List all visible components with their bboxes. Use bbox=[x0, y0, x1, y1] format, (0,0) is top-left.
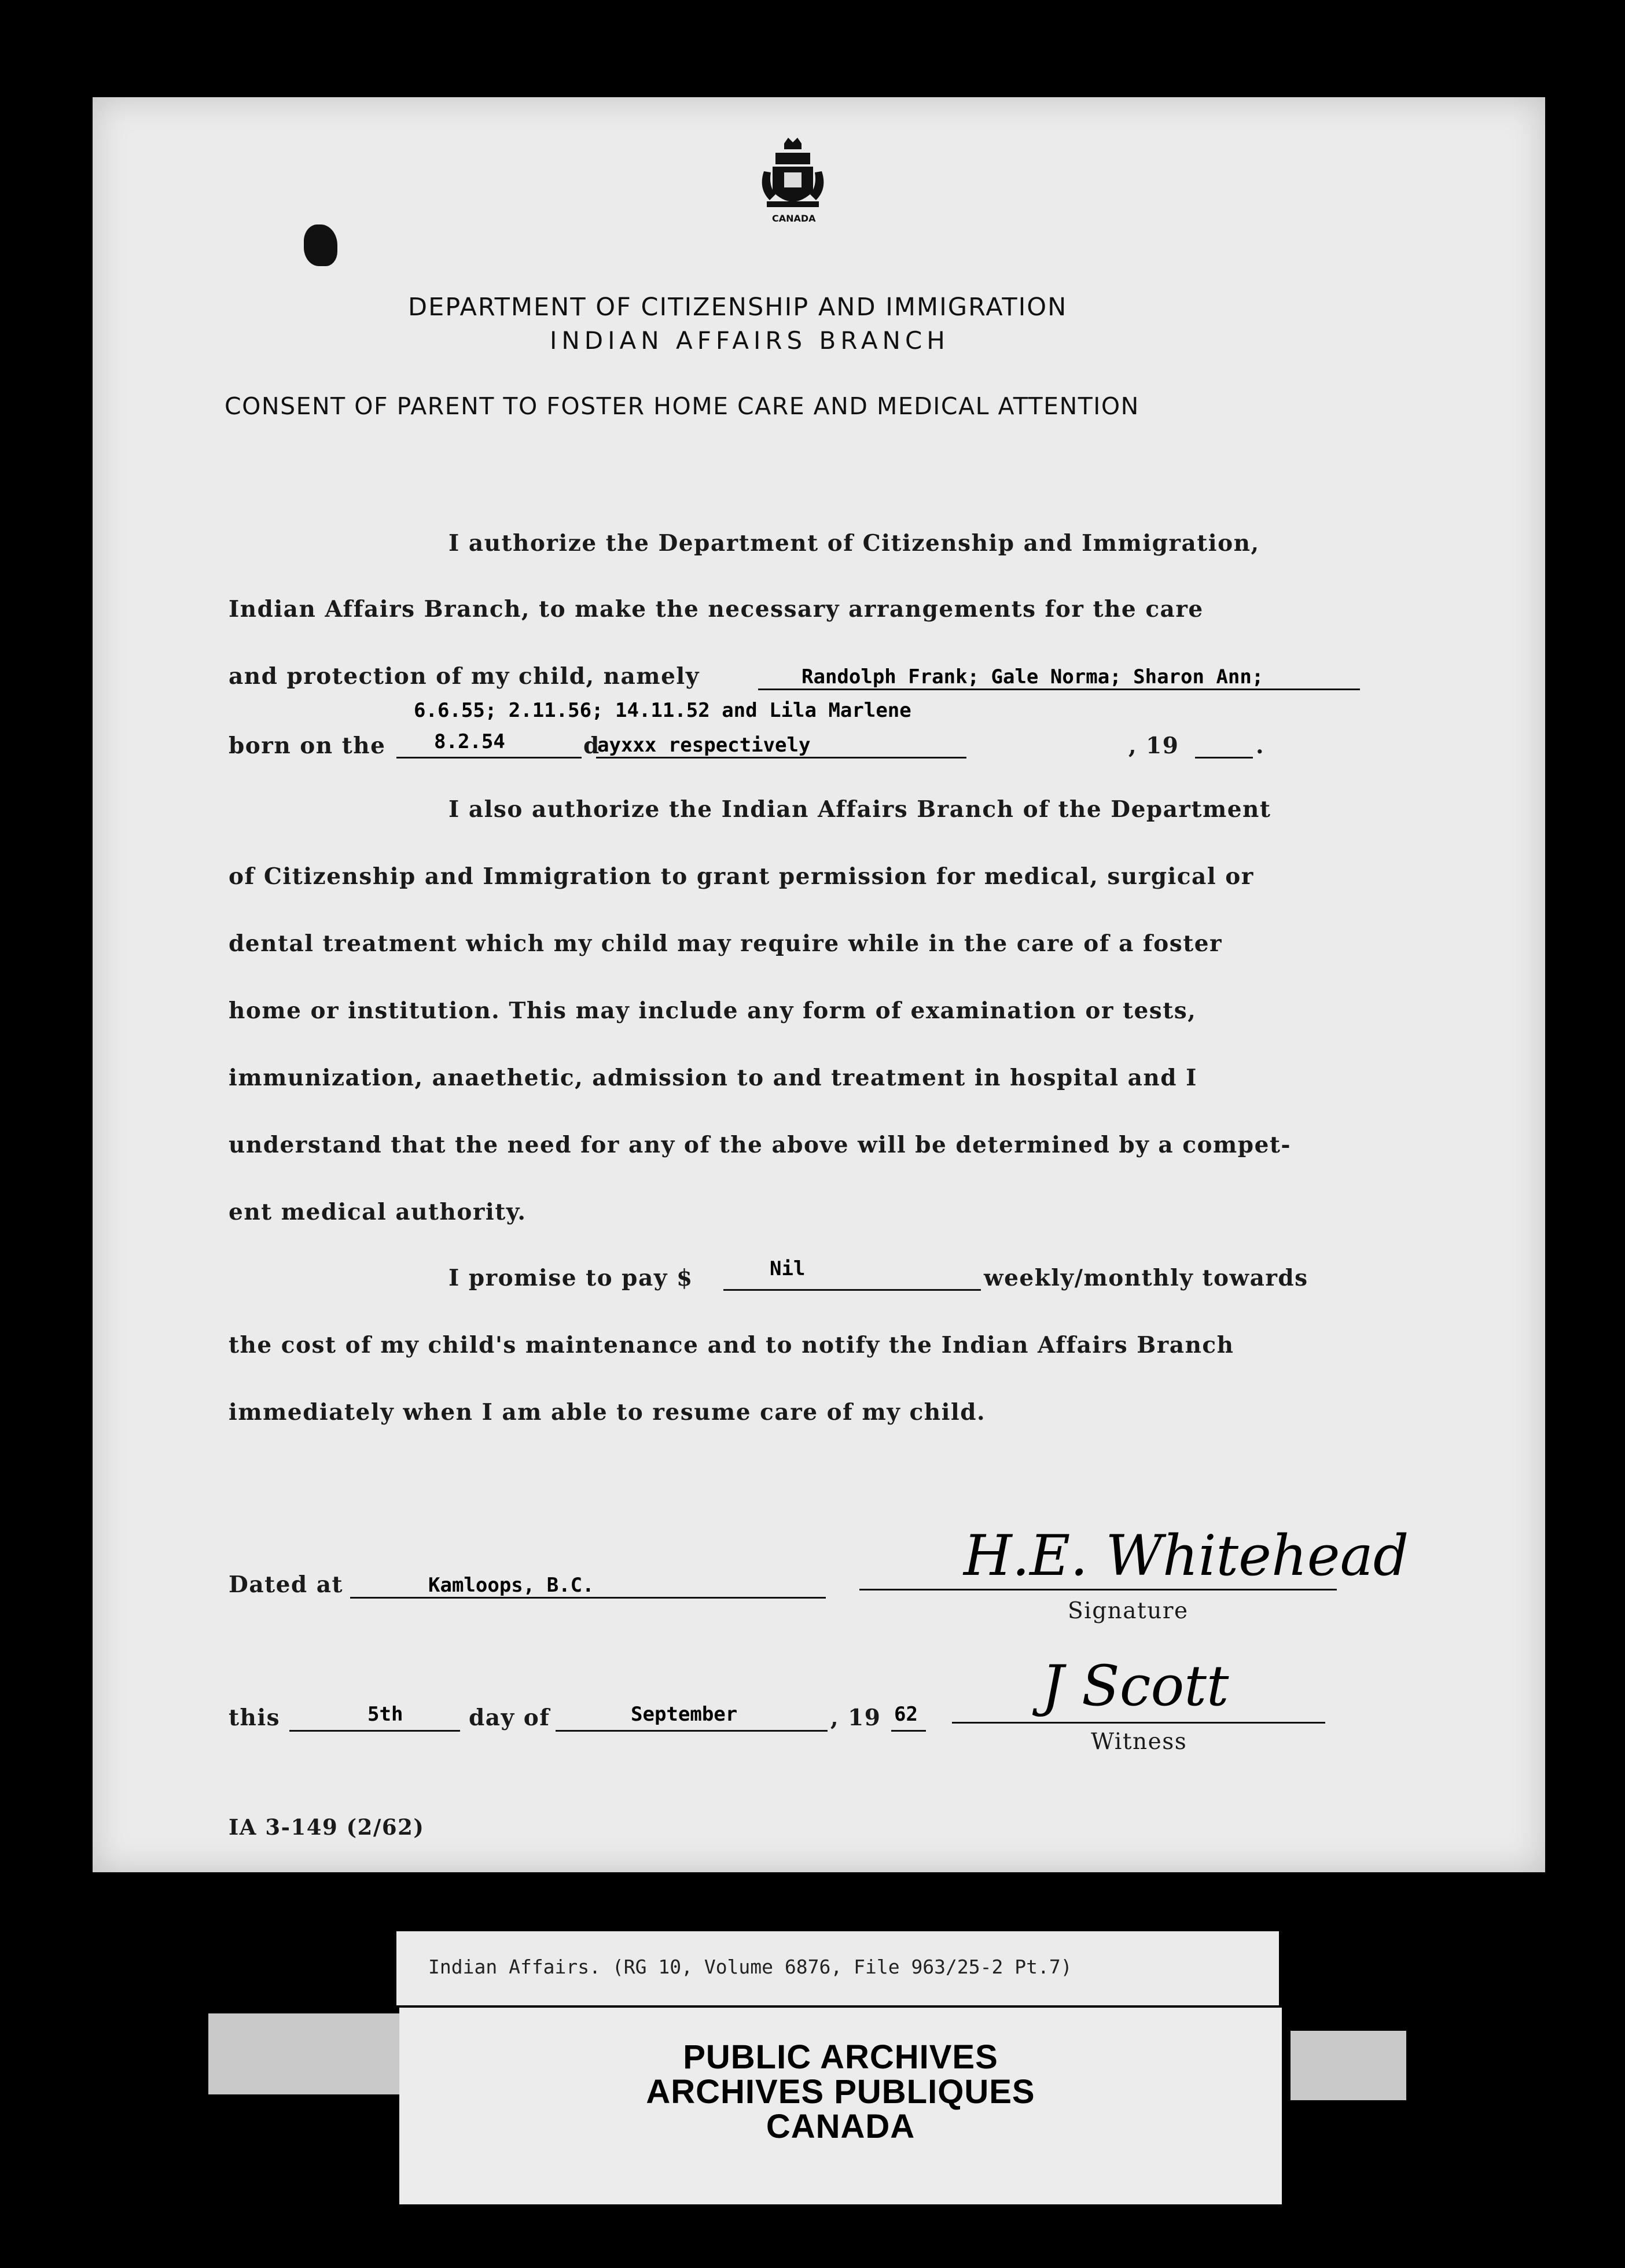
ink-blot bbox=[304, 224, 337, 266]
para1-line1: I authorize the Department of Citizenship and Immigration, bbox=[448, 530, 1260, 557]
month-line bbox=[556, 1730, 828, 1732]
dated-place-line bbox=[350, 1597, 826, 1599]
child-names-cont: 6.6.55; 2.11.56; 14.11.52 and Lila Marlene bbox=[414, 699, 911, 722]
para1-line2: Indian Affairs Branch, to make the necessary arrangements for the care bbox=[229, 596, 1204, 623]
para2-line: dental treatment which my child may require while in the care of a foster bbox=[229, 930, 1223, 957]
pay-amount: Nil bbox=[770, 1257, 806, 1280]
dated-label: Dated at bbox=[229, 1571, 344, 1598]
signature-label: Signature bbox=[1068, 1598, 1189, 1624]
para3-line3: immediately when I am able to resume care of my child. bbox=[229, 1399, 986, 1426]
year-line bbox=[1195, 757, 1253, 759]
sign-year-line bbox=[891, 1730, 926, 1732]
archive-reference-strip bbox=[396, 1931, 1279, 2005]
stamp-line2: ARCHIVES PUBLIQUES bbox=[646, 2073, 1035, 2111]
archive-reference: Indian Affairs. (RG 10, Volume 6876, File 963/25-2 Pt.7) bbox=[428, 1956, 1072, 1978]
para2-line: of Citizenship and Immigration to grant permission for medical, surgical or bbox=[229, 863, 1254, 890]
form-number: IA 3-149 (2/62) bbox=[229, 1814, 425, 1840]
stamp-line3: CANADA bbox=[766, 2108, 916, 2145]
witness-line bbox=[952, 1722, 1325, 1724]
year-suffix: . bbox=[1256, 732, 1265, 759]
day-value: ayxxx respectively bbox=[597, 734, 811, 757]
para1-line3-prefix: and protection of my child, namely bbox=[229, 663, 700, 690]
canada-crest-icon bbox=[752, 137, 833, 229]
witness-mark: J Scott bbox=[1042, 1654, 1229, 1718]
sign-day-value: 5th bbox=[367, 1703, 403, 1726]
archive-stamp bbox=[399, 2008, 1282, 2204]
stamp-line1: PUBLIC ARCHIVES bbox=[683, 2038, 998, 2076]
para2-line: home or institution. This may include any form of examination or tests, bbox=[229, 997, 1197, 1024]
witness-label: Witness bbox=[1091, 1729, 1188, 1755]
year-prefix: , 19 bbox=[1128, 732, 1179, 759]
day-line bbox=[596, 757, 966, 759]
para2-line: immunization, anaethetic, admission to and treatment in hospital and I bbox=[229, 1065, 1197, 1091]
born-date-line bbox=[396, 757, 582, 759]
day-prefix: d bbox=[583, 732, 600, 759]
para3-line2: the cost of my child's maintenance and to notify the Indian Affairs Branch bbox=[229, 1332, 1234, 1358]
para2-line: ent medical authority. bbox=[229, 1199, 527, 1225]
sign-year-prefix: , 19 bbox=[830, 1704, 881, 1731]
this-label: this bbox=[229, 1704, 281, 1731]
child-names: Randolph Frank; Gale Norma; Sharon Ann; bbox=[802, 665, 1264, 689]
signature-line bbox=[859, 1589, 1337, 1590]
document-page bbox=[93, 97, 1545, 1872]
sign-year-value: 62 bbox=[894, 1703, 918, 1726]
born-prefix: born on the bbox=[229, 732, 386, 759]
branch-title: INDIAN AFFAIRS BRANCH bbox=[550, 326, 950, 355]
form-title: CONSENT OF PARENT TO FOSTER HOME CARE AND MEDICAL ATTENTION bbox=[225, 392, 1139, 420]
pay-prefix: I promise to pay $ bbox=[448, 1265, 693, 1291]
para2-line: I also authorize the Indian Affairs Branch of the Department bbox=[448, 796, 1271, 823]
child-names-line bbox=[758, 689, 1360, 690]
born-date: 8.2.54 bbox=[434, 730, 505, 753]
pay-suffix: weekly/monthly towards bbox=[984, 1265, 1308, 1291]
pay-amount-line bbox=[723, 1289, 981, 1291]
day-of-label: day of bbox=[469, 1704, 550, 1731]
signature-mark: H.E. Whitehead bbox=[964, 1523, 1409, 1588]
department-title: DEPARTMENT OF CITIZENSHIP AND IMMIGRATION bbox=[408, 293, 1068, 322]
tape-right bbox=[1291, 2031, 1406, 2100]
month-value: September bbox=[631, 1703, 738, 1726]
para2-line: understand that the need for any of the above will be determined by a compet- bbox=[229, 1132, 1292, 1158]
day-value-line bbox=[289, 1730, 460, 1732]
dated-place: Kamloops, B.C. bbox=[428, 1574, 594, 1597]
crest-label: CANADA bbox=[772, 213, 816, 224]
